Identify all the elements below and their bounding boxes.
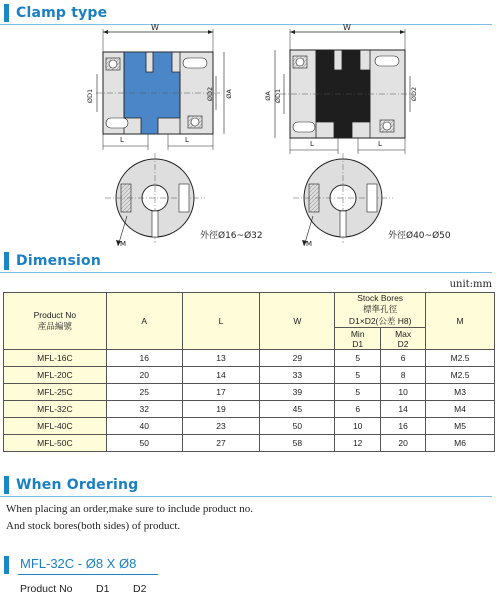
- cell-a: 40: [106, 418, 182, 435]
- cell-d2: 10: [381, 384, 426, 401]
- table-row: [4, 435, 495, 452]
- cell-l: 13: [182, 350, 260, 367]
- section-dimension: [0, 250, 101, 272]
- caption-small-range: 外徑Ø16~Ø32: [200, 231, 263, 241]
- dim-label-l-small-right: L: [185, 136, 189, 144]
- label-m-small: M: [120, 240, 127, 248]
- cell-product-no: MFL-40C: [4, 418, 107, 435]
- section-title-dimension: Dimension: [16, 253, 101, 269]
- cell-m: M6: [426, 435, 495, 452]
- cell-product-no: MFL-20C: [4, 367, 107, 384]
- cell-product-no: MFL-50C: [4, 435, 107, 452]
- label-m-large: M: [306, 240, 313, 248]
- header-product-no-cn: 產品編號: [37, 321, 72, 331]
- section-rule: [0, 496, 492, 497]
- cell-l: 19: [182, 401, 260, 418]
- cell-w: 58: [260, 435, 335, 452]
- table-row: [4, 350, 495, 367]
- cell-a: 25: [106, 384, 182, 401]
- header-w: W: [260, 293, 335, 350]
- section-marker: [4, 476, 9, 494]
- table-row: [4, 418, 495, 435]
- cell-l: 27: [182, 435, 260, 452]
- cell-m: M2.5: [426, 367, 495, 384]
- unit-label: unit:mm: [449, 279, 492, 290]
- front-view-large: [293, 153, 451, 248]
- dim-label-d1-large: ØD1: [274, 88, 282, 104]
- cell-product-no: MFL-32C: [4, 401, 107, 418]
- header-stock-bores-en: Stock Bores: [357, 293, 404, 303]
- cell-a: 32: [106, 401, 182, 418]
- cell-a: 20: [106, 367, 182, 384]
- cell-m: M2.5: [426, 350, 495, 367]
- header-m: M: [426, 293, 495, 350]
- table-row: [4, 367, 495, 384]
- side-view-small: [86, 23, 233, 150]
- cell-d2: 8: [381, 367, 426, 384]
- header-a: A: [106, 293, 182, 350]
- cell-m: M5: [426, 418, 495, 435]
- cell-w: 50: [260, 418, 335, 435]
- cell-product-no: MFL-16C: [4, 350, 107, 367]
- cell-w: 39: [260, 384, 335, 401]
- cell-a: 50: [106, 435, 182, 452]
- header-stock-bores: [335, 293, 426, 328]
- dim-label-w-small: W: [151, 23, 159, 32]
- ordering-instruction-line2: And stock bores(both sides) of product.: [6, 520, 181, 532]
- header-d1: D1: [352, 338, 364, 349]
- dim-label-a-small: ØA: [225, 89, 233, 99]
- cell-d1: 5: [335, 367, 381, 384]
- cell-d2: 14: [381, 401, 426, 418]
- cell-w: 45: [260, 401, 335, 418]
- cell-d2: 20: [381, 435, 426, 452]
- order-label-product-no: Product No: [20, 583, 73, 595]
- header-min-d1: [335, 328, 381, 350]
- cell-d1: 5: [335, 384, 381, 401]
- header-max: Max: [395, 328, 412, 339]
- table-row: [4, 384, 495, 401]
- cell-d2: 16: [381, 418, 426, 435]
- front-view-small: [105, 153, 263, 248]
- header-stock-bores-cn: 標準孔徑: [363, 304, 398, 314]
- order-example-underline: [18, 574, 158, 575]
- header-stock-bores-spec: D1×D2(公差 H8): [348, 316, 412, 326]
- cell-l: 17: [182, 384, 260, 401]
- side-view-large: [264, 23, 418, 154]
- order-label-d2: D2: [133, 583, 147, 595]
- dim-label-d1-small: ØD1: [86, 88, 94, 104]
- cell-d1: 12: [335, 435, 381, 452]
- cell-d1: 5: [335, 350, 381, 367]
- cell-l: 14: [182, 367, 260, 384]
- section-when-ordering: [0, 474, 138, 496]
- cell-w: 33: [260, 367, 335, 384]
- table-row: [4, 401, 495, 418]
- order-label-d1: D1: [96, 583, 110, 595]
- section-title-clamp-type: Clamp type: [16, 5, 108, 21]
- ordering-instruction-line1: When placing an order,make sure to include product no.: [6, 503, 253, 515]
- dim-label-a-large: ØA: [264, 91, 272, 101]
- cell-m: M3: [426, 384, 495, 401]
- order-example-marker: [4, 556, 9, 574]
- cell-m: M4: [426, 401, 495, 418]
- order-example-code: MFL-32C - Ø8 X Ø8: [20, 556, 137, 571]
- cell-product-no: MFL-25C: [4, 384, 107, 401]
- header-min: Min: [350, 328, 365, 339]
- cell-a: 16: [106, 350, 182, 367]
- cell-d1: 6: [335, 401, 381, 418]
- header-d2: D2: [397, 338, 409, 349]
- section-rule: [0, 272, 492, 273]
- dim-label-l-small-left: L: [120, 136, 124, 144]
- cell-w: 29: [260, 350, 335, 367]
- cell-l: 23: [182, 418, 260, 435]
- dim-label-l-large-right: L: [378, 140, 382, 148]
- dim-label-w-large: W: [343, 23, 351, 32]
- caption-large-range: 外徑Ø40~Ø50: [388, 231, 451, 241]
- dimension-table: [3, 292, 495, 452]
- section-title-when-ordering: When Ordering: [16, 477, 139, 493]
- header-l: L: [182, 293, 260, 350]
- cell-d1: 10: [335, 418, 381, 435]
- header-product-no-en: Product No: [33, 310, 77, 320]
- dim-label-d2-large: ØD2: [410, 86, 418, 102]
- header-product-no: [4, 293, 107, 350]
- coupling-drawing: [0, 18, 500, 248]
- dim-label-l-large-left: L: [310, 140, 314, 148]
- header-max-d2: [381, 328, 426, 350]
- cell-d2: 6: [381, 350, 426, 367]
- section-marker: [4, 252, 9, 270]
- dim-label-d2-small: ØD2: [206, 86, 214, 102]
